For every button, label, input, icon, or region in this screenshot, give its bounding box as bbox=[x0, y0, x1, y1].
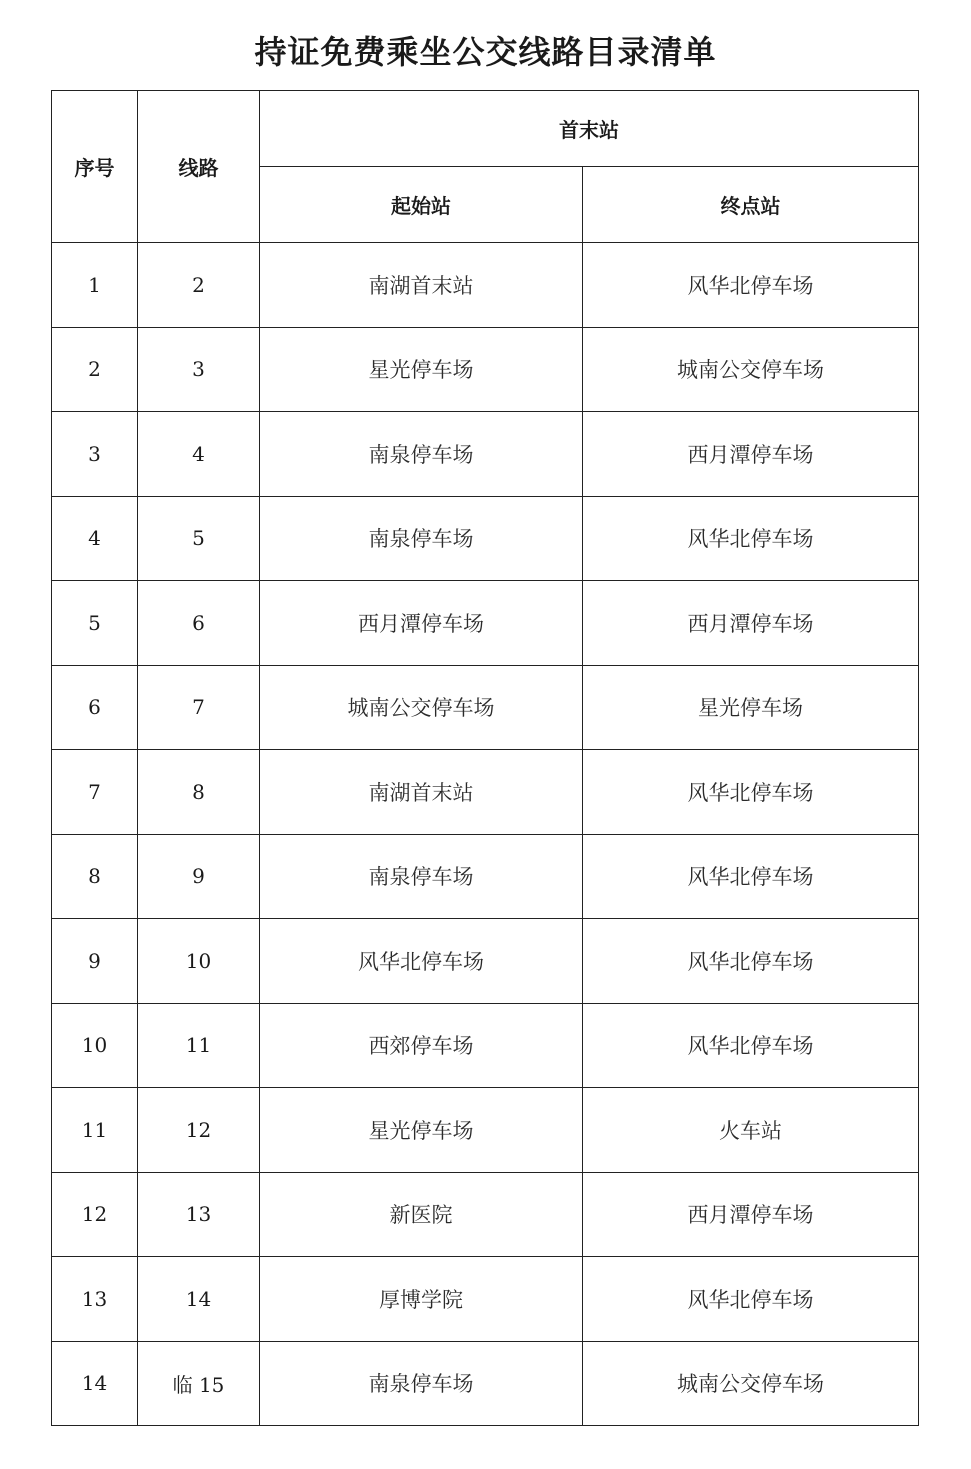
bus-route-table bbox=[51, 90, 919, 1426]
end-station-cell: 风华北停车场 bbox=[583, 1257, 919, 1342]
table-row bbox=[52, 750, 919, 835]
end-station-cell: 风华北停车场 bbox=[583, 919, 919, 1004]
seq-cell: 7 bbox=[52, 750, 138, 835]
start-station-cell: 南泉停车场 bbox=[260, 1341, 583, 1426]
header-start-station: 起始站 bbox=[260, 167, 583, 243]
seq-cell: 5 bbox=[52, 581, 138, 666]
seq-cell: 13 bbox=[52, 1257, 138, 1342]
seq-cell: 8 bbox=[52, 834, 138, 919]
route-cell: 11 bbox=[138, 1003, 260, 1088]
start-station-cell: 南湖首末站 bbox=[260, 750, 583, 835]
end-station-cell: 风华北停车场 bbox=[583, 1003, 919, 1088]
document-title: 持证免费乘坐公交线路目录清单 bbox=[254, 33, 717, 71]
seq-cell: 1 bbox=[52, 243, 138, 328]
start-station-cell: 星光停车场 bbox=[260, 1088, 583, 1173]
end-station-cell: 风华北停车场 bbox=[583, 496, 919, 581]
seq-cell: 12 bbox=[52, 1172, 138, 1257]
end-station-cell: 西月潭停车场 bbox=[583, 412, 919, 497]
end-station-cell: 城南公交停车场 bbox=[583, 1341, 919, 1426]
route-cell: 13 bbox=[138, 1172, 260, 1257]
seq-cell: 6 bbox=[52, 665, 138, 750]
start-station-cell: 新医院 bbox=[260, 1172, 583, 1257]
start-station-cell: 厚博学院 bbox=[260, 1257, 583, 1342]
table-row bbox=[52, 496, 919, 581]
table-row bbox=[52, 1257, 919, 1342]
start-station-cell: 南泉停车场 bbox=[260, 834, 583, 919]
table-row bbox=[52, 1003, 919, 1088]
route-cell: 14 bbox=[138, 1257, 260, 1342]
route-cell: 10 bbox=[138, 919, 260, 1004]
route-cell: 9 bbox=[138, 834, 260, 919]
seq-cell: 11 bbox=[52, 1088, 138, 1173]
end-station-cell: 风华北停车场 bbox=[583, 243, 919, 328]
start-station-cell: 南湖首末站 bbox=[260, 243, 583, 328]
end-station-cell: 火车站 bbox=[583, 1088, 919, 1173]
route-cell: 5 bbox=[138, 496, 260, 581]
table-row bbox=[52, 665, 919, 750]
route-cell: 8 bbox=[138, 750, 260, 835]
route-cell: 4 bbox=[138, 412, 260, 497]
route-cell: 3 bbox=[138, 327, 260, 412]
route-cell: 12 bbox=[138, 1088, 260, 1173]
seq-cell: 9 bbox=[52, 919, 138, 1004]
start-station-cell: 城南公交停车场 bbox=[260, 665, 583, 750]
start-station-cell: 风华北停车场 bbox=[260, 919, 583, 1004]
table-row bbox=[52, 327, 919, 412]
route-cell: 6 bbox=[138, 581, 260, 666]
end-station-cell: 城南公交停车场 bbox=[583, 327, 919, 412]
table-row bbox=[52, 1088, 919, 1173]
end-station-cell: 风华北停车场 bbox=[583, 834, 919, 919]
seq-cell: 14 bbox=[52, 1341, 138, 1426]
route-cell: 2 bbox=[138, 243, 260, 328]
header-end-station: 终点站 bbox=[583, 167, 919, 243]
start-station-cell: 南泉停车场 bbox=[260, 412, 583, 497]
start-station-cell: 西月潭停车场 bbox=[260, 581, 583, 666]
table-row bbox=[52, 1172, 919, 1257]
table-row bbox=[52, 1341, 919, 1426]
end-station-cell: 西月潭停车场 bbox=[583, 1172, 919, 1257]
end-station-cell: 风华北停车场 bbox=[583, 750, 919, 835]
end-station-cell: 西月潭停车场 bbox=[583, 581, 919, 666]
end-station-cell: 星光停车场 bbox=[583, 665, 919, 750]
start-station-cell: 星光停车场 bbox=[260, 327, 583, 412]
seq-cell: 10 bbox=[52, 1003, 138, 1088]
seq-cell: 4 bbox=[52, 496, 138, 581]
table-row bbox=[52, 243, 919, 328]
header-seq: 序号 bbox=[52, 91, 138, 243]
route-cell: 7 bbox=[138, 665, 260, 750]
start-station-cell: 南泉停车场 bbox=[260, 496, 583, 581]
table-row bbox=[52, 919, 919, 1004]
start-station-cell: 西郊停车场 bbox=[260, 1003, 583, 1088]
seq-cell: 2 bbox=[52, 327, 138, 412]
route-cell: 临 15 bbox=[138, 1341, 260, 1426]
table-row bbox=[52, 581, 919, 666]
table-row bbox=[52, 834, 919, 919]
seq-cell: 3 bbox=[52, 412, 138, 497]
table-row bbox=[52, 412, 919, 497]
header-route: 线路 bbox=[138, 91, 260, 243]
header-terminals: 首末站 bbox=[260, 91, 919, 167]
